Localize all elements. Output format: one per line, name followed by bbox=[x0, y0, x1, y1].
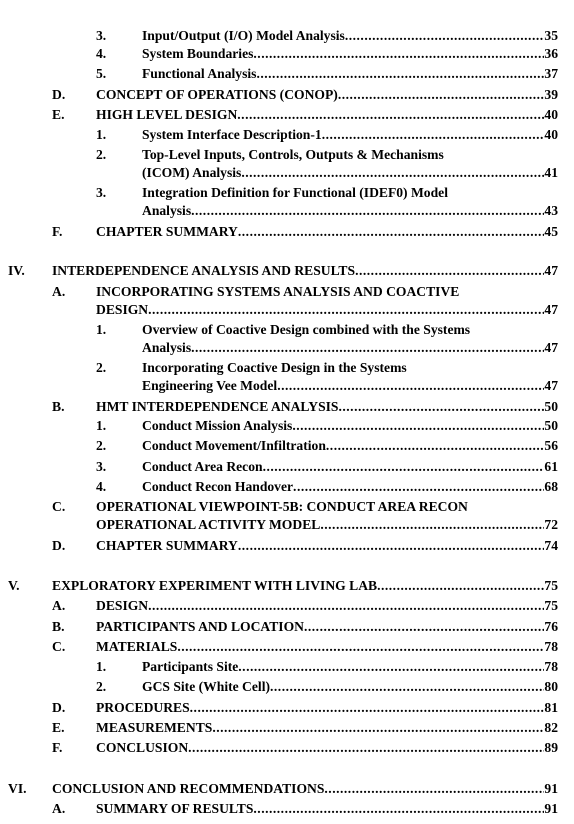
toc-dot-leader bbox=[277, 377, 544, 394]
toc-page-number: 35 bbox=[544, 28, 558, 43]
toc-entry-title: Incorporating Coactive Design in the Systems bbox=[142, 360, 407, 375]
toc-dot-leader bbox=[212, 719, 544, 736]
toc-entry-ch5-c-2[interactable] bbox=[142, 678, 558, 695]
toc-entry-ch4-a-1[interactable] bbox=[142, 339, 558, 356]
toc-page-number: 75 bbox=[544, 598, 558, 613]
toc-page-number: 91 bbox=[544, 781, 558, 796]
toc-page-number: 76 bbox=[544, 619, 558, 634]
toc-dot-leader bbox=[190, 699, 545, 716]
toc-entry-title: HMT INTERDEPENDENCE ANALYSIS bbox=[96, 399, 339, 414]
toc-entry-number: 1. bbox=[96, 659, 107, 674]
toc-page-number: 61 bbox=[544, 459, 558, 474]
toc-entry-number: C. bbox=[52, 499, 66, 514]
toc-entry-number: 4. bbox=[96, 479, 107, 494]
toc-entry-number: 2. bbox=[96, 438, 107, 453]
toc-entry-number: VI. bbox=[8, 781, 27, 796]
toc-entry-ch4-b-1[interactable] bbox=[142, 417, 558, 434]
toc-entry-ch4-b-4[interactable] bbox=[142, 478, 558, 495]
toc-entry-ch3-c-3[interactable] bbox=[142, 27, 558, 44]
toc-entry-title: Engineering Vee Model bbox=[142, 378, 278, 393]
toc-dot-leader bbox=[191, 202, 544, 219]
toc-entry-number: 2. bbox=[96, 679, 107, 694]
toc-entry-ch3-c-4[interactable] bbox=[142, 45, 558, 62]
toc-entry-title: Participants Site bbox=[142, 659, 239, 674]
toc-entry-ch4-a[interactable] bbox=[96, 301, 558, 318]
toc-dot-leader bbox=[322, 126, 545, 143]
toc-entry-title: DESIGN bbox=[96, 598, 149, 613]
toc-entry-number: D. bbox=[52, 538, 66, 553]
toc-entry-ch5-d[interactable] bbox=[96, 699, 558, 716]
toc-entry-title: OPERATIONAL VIEWPOINT-5B: CONDUCT AREA RECON bbox=[96, 499, 468, 514]
toc-entry-title: PROCEDURES bbox=[96, 700, 190, 715]
toc-dot-leader bbox=[263, 458, 545, 475]
toc-dot-leader bbox=[188, 739, 544, 756]
toc-page-number: 50 bbox=[544, 399, 558, 414]
toc-dot-leader bbox=[238, 658, 544, 675]
toc-entry-ch4[interactable] bbox=[52, 262, 558, 279]
toc-entry-ch3-d[interactable] bbox=[96, 86, 558, 103]
toc-entry-number: E. bbox=[52, 107, 65, 122]
toc-entry-title: CONCLUSION AND RECOMMENDATIONS bbox=[52, 781, 325, 796]
toc-entry-title: CONCLUSION bbox=[96, 740, 189, 755]
toc-entry-ch4-d[interactable] bbox=[96, 537, 558, 554]
toc-dot-leader bbox=[241, 164, 544, 181]
toc-entry-title: Analysis bbox=[142, 203, 192, 218]
toc-dot-leader bbox=[237, 106, 544, 123]
toc-entry-ch4-a-2[interactable] bbox=[142, 377, 558, 394]
toc-entry-title: MATERIALS bbox=[96, 639, 178, 654]
toc-page-number: 82 bbox=[544, 720, 558, 735]
toc-entry-number: IV. bbox=[8, 263, 25, 278]
toc-dot-leader bbox=[253, 800, 544, 817]
toc-entry-ch4-c-line-1[interactable] bbox=[96, 498, 468, 515]
toc-entry-ch4-b-3[interactable] bbox=[142, 458, 558, 475]
toc-entry-title: EXPLORATORY EXPERIMENT WITH LIVING LAB bbox=[52, 578, 378, 593]
toc-dot-leader bbox=[293, 478, 544, 495]
toc-entry-ch4-b[interactable] bbox=[96, 398, 558, 415]
toc-dot-leader bbox=[191, 339, 544, 356]
toc-dot-leader bbox=[304, 618, 544, 635]
toc-entry-number: 1. bbox=[96, 418, 107, 433]
toc-page-number: 89 bbox=[544, 740, 558, 755]
toc-page-number: 80 bbox=[544, 679, 558, 694]
toc-entry-ch5-a[interactable] bbox=[96, 597, 558, 614]
toc-entry-title: SUMMARY OF RESULTS bbox=[96, 801, 254, 816]
toc-page-number: 47 bbox=[544, 340, 558, 355]
toc-entry-ch4-a-2-line-1[interactable] bbox=[142, 359, 407, 376]
toc-page-number: 74 bbox=[544, 538, 558, 553]
toc-dot-leader bbox=[256, 65, 544, 82]
toc-entry-number: 3. bbox=[96, 459, 107, 474]
toc-page-number: 43 bbox=[544, 203, 558, 218]
toc-page-number: 81 bbox=[544, 700, 558, 715]
toc-entry-title: GCS Site (White Cell) bbox=[142, 679, 270, 694]
toc-dot-leader bbox=[270, 678, 544, 695]
toc-entry-ch4-a-line-1[interactable] bbox=[96, 283, 459, 300]
toc-entry-number: B. bbox=[52, 399, 65, 414]
toc-entry-title: Conduct Area Recon bbox=[142, 459, 263, 474]
toc-entry-title: CHAPTER SUMMARY bbox=[96, 224, 238, 239]
toc-entry-title: (ICOM) Analysis bbox=[142, 165, 242, 180]
toc-dot-leader bbox=[338, 86, 545, 103]
toc-entry-title: Overview of Coactive Design combined with the Systems bbox=[142, 322, 471, 337]
toc-page-number: 40 bbox=[544, 127, 558, 142]
toc-entry-number: D. bbox=[52, 700, 66, 715]
toc-page-number: 36 bbox=[544, 46, 558, 61]
toc-entry-ch3-e-2[interactable] bbox=[142, 164, 558, 181]
toc-dot-leader bbox=[177, 638, 544, 655]
toc-entry-number: E. bbox=[52, 720, 65, 735]
toc-dot-leader bbox=[345, 27, 545, 44]
toc-entry-number: 1. bbox=[96, 127, 107, 142]
toc-entry-title: Input/Output (I/O) Model Analysis bbox=[142, 28, 345, 43]
toc-entry-title: INCORPORATING SYSTEMS ANALYSIS AND COACTIVE bbox=[96, 284, 460, 299]
toc-entry-number: 2. bbox=[96, 147, 107, 162]
toc-dot-leader bbox=[292, 417, 544, 434]
toc-page-number: 75 bbox=[544, 578, 558, 593]
toc-entry-title: OPERATIONAL ACTIVITY MODEL bbox=[96, 517, 321, 532]
toc-entry-title: CHAPTER SUMMARY bbox=[96, 538, 238, 553]
toc-page-number: 40 bbox=[544, 107, 558, 122]
toc-entry-ch4-c[interactable] bbox=[96, 516, 558, 533]
toc-page-number: 47 bbox=[544, 302, 558, 317]
toc-dot-leader bbox=[326, 437, 545, 454]
toc-entry-ch6-a[interactable] bbox=[96, 800, 558, 817]
toc-page-number: 37 bbox=[544, 66, 558, 81]
toc-entry-number: F. bbox=[52, 224, 63, 239]
toc-entry-title: Conduct Recon Handover bbox=[142, 479, 294, 494]
toc-page-number: 78 bbox=[544, 639, 558, 654]
toc-page-number: 72 bbox=[544, 517, 558, 532]
toc-page-number: 47 bbox=[544, 263, 558, 278]
toc-entry-ch6[interactable] bbox=[52, 780, 558, 797]
toc-entry-ch5-c-1[interactable] bbox=[142, 658, 558, 675]
toc-entry-ch5-c[interactable] bbox=[96, 638, 558, 655]
toc-entry-ch4-a-1-line-1[interactable] bbox=[142, 321, 470, 338]
toc-entry-ch5[interactable] bbox=[52, 577, 558, 594]
toc-dot-leader bbox=[324, 780, 544, 797]
toc-entry-ch5-e[interactable] bbox=[96, 719, 558, 736]
toc-entry-title: MEASUREMENTS bbox=[96, 720, 213, 735]
toc-entry-title: CONCEPT OF OPERATIONS (CONOP) bbox=[96, 87, 338, 102]
toc-entry-ch3-c-5[interactable] bbox=[142, 65, 558, 82]
toc-page-number: 39 bbox=[544, 87, 558, 102]
toc-page-number: 56 bbox=[544, 438, 558, 453]
toc-entry-number: B. bbox=[52, 619, 65, 634]
toc-page-number: 47 bbox=[544, 378, 558, 393]
toc-dot-leader bbox=[320, 516, 544, 533]
toc-entry-number: A. bbox=[52, 801, 66, 816]
toc-entry-title: Analysis bbox=[142, 340, 192, 355]
toc-entry-number: 5. bbox=[96, 66, 107, 81]
toc-entry-ch5-f[interactable] bbox=[96, 739, 558, 756]
toc-dot-leader bbox=[355, 262, 544, 279]
toc-dot-leader bbox=[338, 398, 544, 415]
toc-entry-title: INTERDEPENDENCE ANALYSIS AND RESULTS bbox=[52, 263, 356, 278]
toc-page-number: 50 bbox=[544, 418, 558, 433]
toc-entry-number: 1. bbox=[96, 322, 107, 337]
toc-dot-leader bbox=[377, 577, 544, 594]
toc-entry-number: C. bbox=[52, 639, 66, 654]
toc-entry-number: 3. bbox=[96, 185, 107, 200]
toc-entry-title: Integration Definition for Functional (IDEF0) Model bbox=[142, 185, 448, 200]
toc-entry-number: F. bbox=[52, 740, 63, 755]
toc-entry-number: 4. bbox=[96, 46, 107, 61]
toc-entry-ch3-e[interactable] bbox=[96, 106, 558, 123]
toc-entry-ch4-b-2[interactable] bbox=[142, 437, 558, 454]
toc-entry-number: A. bbox=[52, 598, 66, 613]
toc-page-number: 78 bbox=[544, 659, 558, 674]
toc-entry-title: HIGH LEVEL DESIGN bbox=[96, 107, 238, 122]
toc-page-number: 91 bbox=[544, 801, 558, 816]
toc-entry-ch3-e-2-line-1[interactable] bbox=[142, 146, 444, 163]
toc-entry-title: System Interface Description-1 bbox=[142, 127, 322, 142]
toc-entry-title: Conduct Mission Analysis bbox=[142, 418, 293, 433]
toc-dot-leader bbox=[238, 537, 545, 554]
toc-entry-title: Top-Level Inputs, Controls, Outputs & Mechanisms bbox=[142, 147, 444, 162]
toc-entry-ch3-e-3[interactable] bbox=[142, 202, 558, 219]
toc-page-number: 45 bbox=[544, 224, 558, 239]
toc-dot-leader bbox=[238, 223, 545, 240]
toc-entry-title: DESIGN bbox=[96, 302, 149, 317]
toc-entry-ch3-e-1[interactable] bbox=[142, 126, 558, 143]
toc-entry-number: A. bbox=[52, 284, 66, 299]
toc-dot-leader bbox=[253, 45, 544, 62]
toc-page-number: 68 bbox=[544, 479, 558, 494]
toc-entry-title: System Boundaries bbox=[142, 46, 254, 61]
toc-page-number: 41 bbox=[544, 165, 558, 180]
toc-entry-title: Conduct Movement/Infiltration bbox=[142, 438, 326, 453]
toc-dot-leader bbox=[148, 301, 544, 318]
toc-entry-ch3-e-3-line-1[interactable] bbox=[142, 184, 448, 201]
toc-entry-title: PARTICIPANTS AND LOCATION bbox=[96, 619, 304, 634]
toc-dot-leader bbox=[148, 597, 544, 614]
toc-entry-number: V. bbox=[8, 578, 20, 593]
toc-entry-ch5-b[interactable] bbox=[96, 618, 558, 635]
toc-entry-title: Functional Analysis bbox=[142, 66, 257, 81]
toc-entry-number: 3. bbox=[96, 28, 107, 43]
toc-entry-number: D. bbox=[52, 87, 66, 102]
toc-entry-number: 2. bbox=[96, 360, 107, 375]
toc-entry-ch3-f[interactable] bbox=[96, 223, 558, 240]
